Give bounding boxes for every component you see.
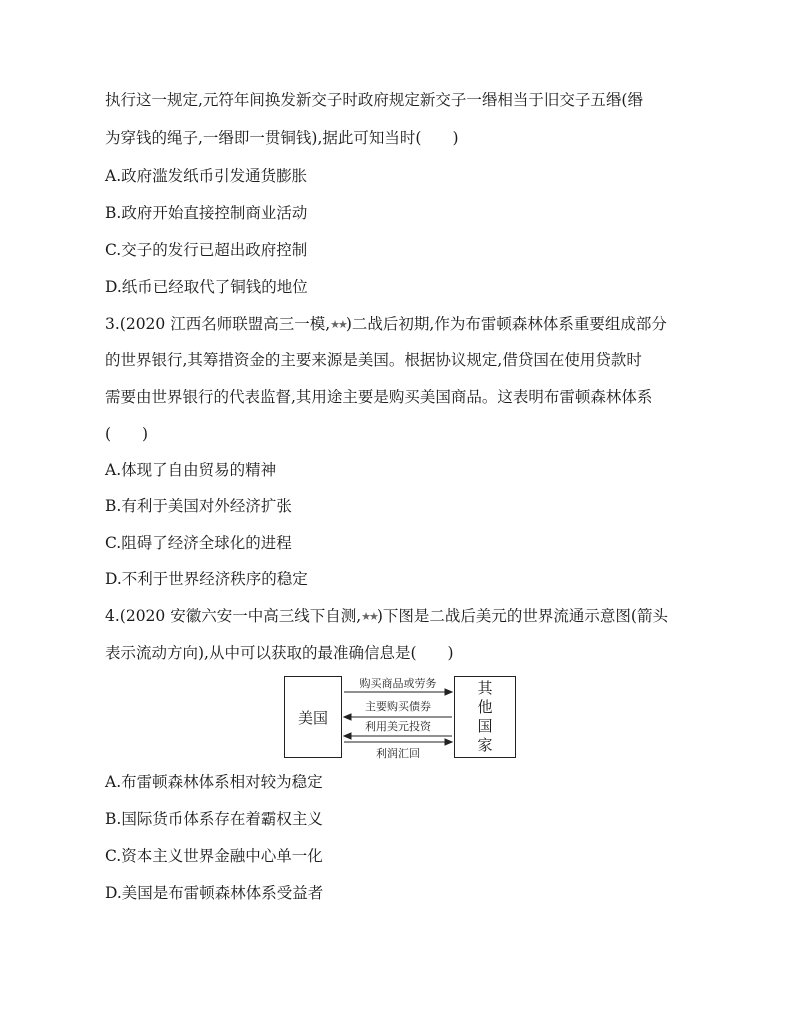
q4-option-a: A.布雷顿森林体系相对较为稳定 bbox=[105, 773, 323, 791]
line-2: 为穿钱的绳子,一缗即一贯铜钱),据此可知当时( ) bbox=[105, 129, 459, 147]
other-countries-box bbox=[454, 676, 516, 758]
q3-stem-line-4: ( ) bbox=[105, 425, 149, 443]
q2-option-c: C.交子的发行已超出政府控制 bbox=[105, 241, 308, 259]
q3-stem-line-3: 需要由世界银行的代表监督,其用途主要是购买美国商品。这表明布雷顿森林体系 bbox=[105, 388, 653, 406]
q2-option-a: A.政府滥发纸币引发通货膨胀 bbox=[105, 167, 308, 185]
other-countries-char: 其 bbox=[477, 679, 493, 697]
flow-label-profit: 利润汇回 bbox=[376, 747, 420, 760]
q3-option-d: D.不利于世界经济秩序的稳定 bbox=[105, 570, 308, 588]
q3-option-c: C.阻碍了经济全球化的进程 bbox=[105, 534, 292, 552]
q4-option-c: C.资本主义世界金融中心单一化 bbox=[105, 847, 323, 865]
q3-stem-text: )二战后初期,作为布雷顿森林体系重要组成部分 bbox=[345, 315, 667, 333]
other-countries-char: 家 bbox=[477, 736, 493, 754]
other-countries-char: 国 bbox=[477, 717, 493, 735]
q2-option-d: D.纸币已经取代了铜钱的地位 bbox=[105, 278, 308, 296]
q4-stem-line-1 bbox=[105, 606, 668, 627]
q3-option-b: B.有利于美国对外经济扩张 bbox=[105, 497, 292, 515]
usa-box: 美国 bbox=[284, 676, 342, 758]
q2-option-b: B.政府开始直接控制商业活动 bbox=[105, 204, 308, 222]
flow-label-invest: 利用美元投资 bbox=[365, 720, 431, 733]
flow-label-bonds: 主要购买债券 bbox=[365, 700, 431, 713]
dollar-flow-diagram bbox=[284, 676, 516, 764]
q4-option-b: B.国际货币体系存在着霸权主义 bbox=[105, 810, 323, 828]
invest-arrow-head bbox=[344, 733, 351, 739]
q3-option-a: A.体现了自由贸易的精神 bbox=[105, 461, 277, 479]
difficulty-star-icon: ★★ bbox=[330, 318, 346, 331]
q3-source: 3.(2020 江西名师联盟高三一模, bbox=[105, 315, 331, 333]
q4-stem-line-2: 表示流动方向),从中可以获取的最准确信息是( ) bbox=[105, 644, 454, 662]
line-1: 执行这一规定,元符年间换发新交子时政府规定新交子一缗相当于旧交子五缗(缗 bbox=[105, 91, 643, 109]
q4-source: 4.(2020 安徽六安一中高三线下自测, bbox=[105, 607, 362, 625]
q3-stem-line-2: 的世界银行,其筹措资金的主要来源是美国。根据协议规定,借贷国在使用贷款时 bbox=[105, 351, 642, 369]
flow-label-goods: 购买商品或劳务 bbox=[359, 677, 437, 690]
q4-stem-text: )下图是二战后美元的世界流通示意图(箭头 bbox=[376, 607, 668, 625]
q4-option-d: D.美国是布雷顿森林体系受益者 bbox=[105, 884, 324, 902]
q3-stem-line-1 bbox=[105, 314, 667, 335]
difficulty-star-icon: ★★ bbox=[361, 610, 377, 623]
other-countries-char: 他 bbox=[477, 698, 493, 716]
profit-arrow-head bbox=[445, 739, 452, 745]
